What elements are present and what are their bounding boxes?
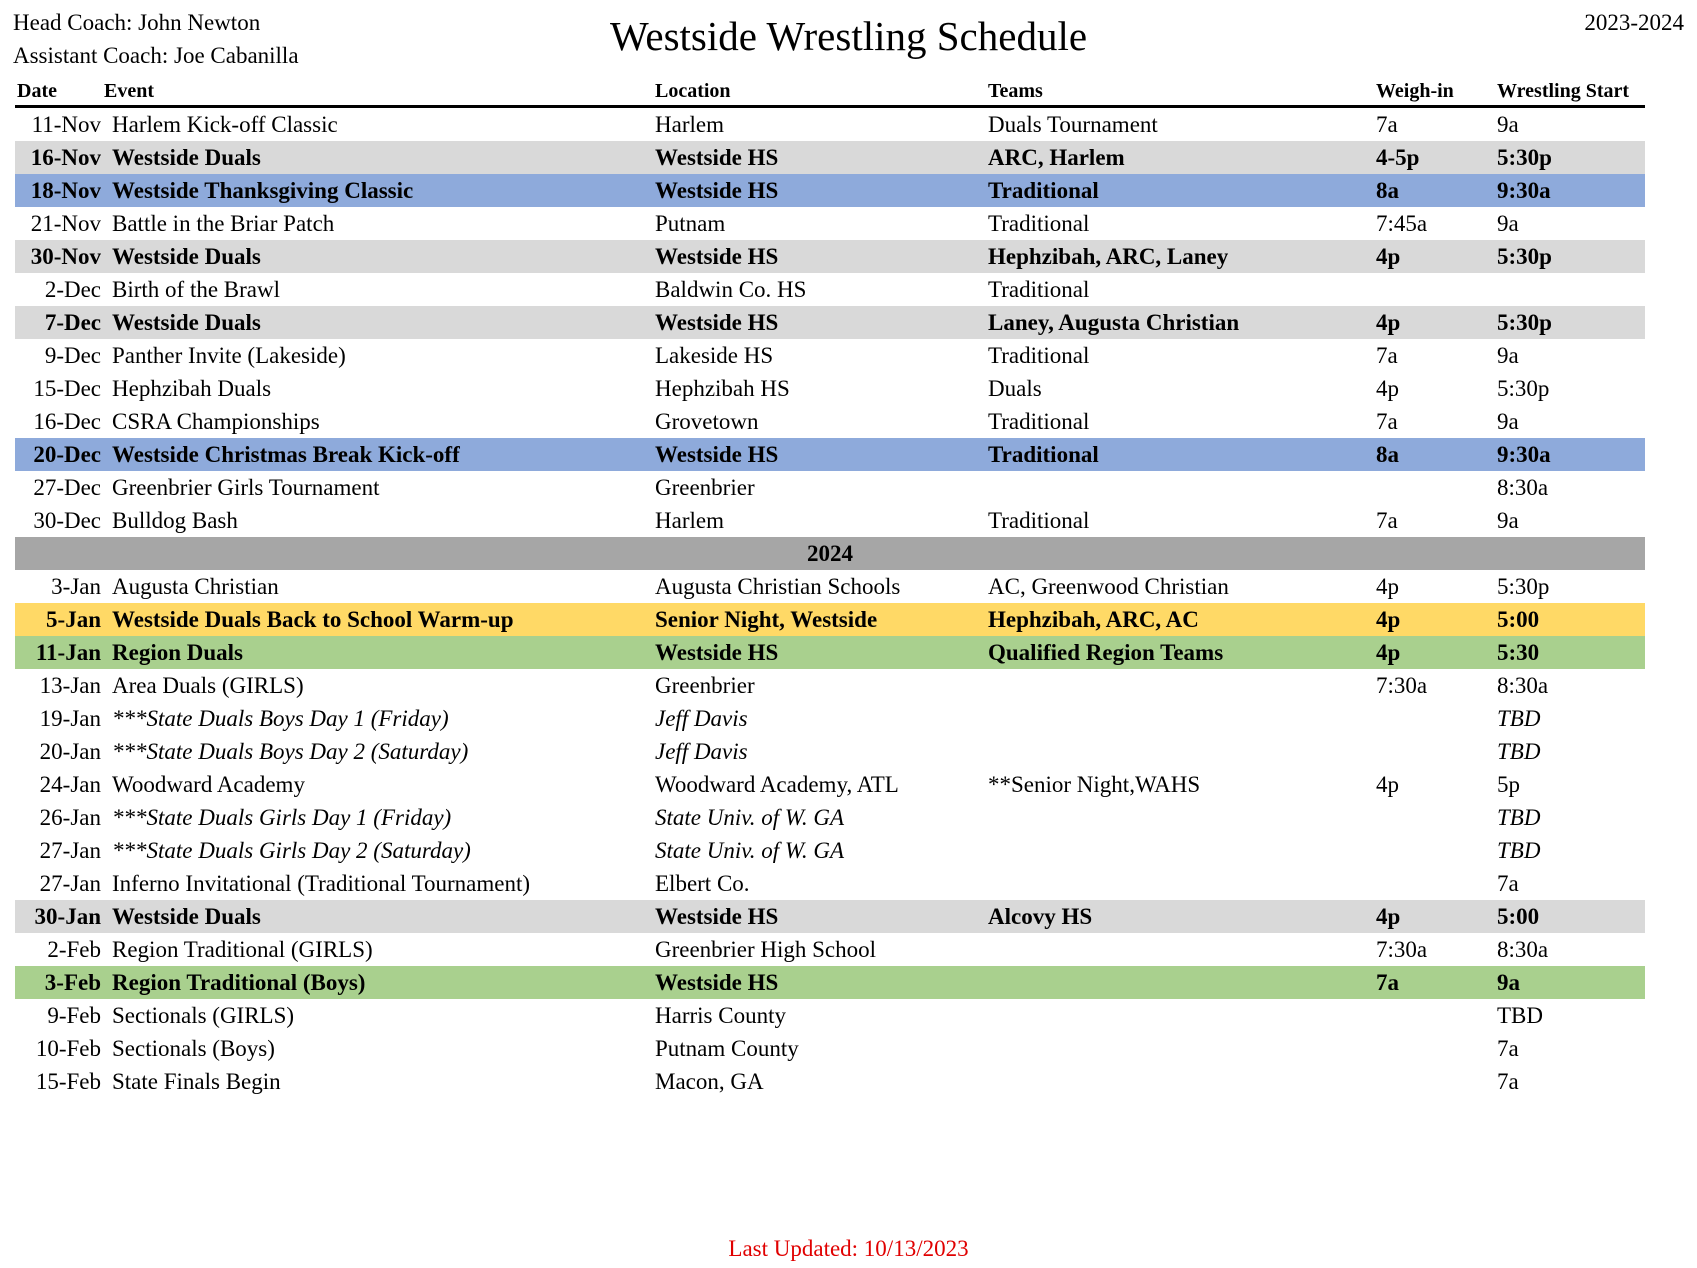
cell-event: Westside Thanksgiving Classic	[112, 178, 414, 203]
cell-start: 5:00	[1497, 904, 1540, 929]
cell-weigh-in: 8a	[1376, 442, 1399, 467]
cell-date: 10-Feb	[35, 1036, 101, 1061]
table-row	[15, 471, 1645, 504]
cell-start: TBD	[1497, 1003, 1543, 1028]
cell-weigh-in: 7:45a	[1376, 211, 1428, 236]
cell-start: 9a	[1497, 211, 1519, 236]
table-row	[15, 867, 1645, 900]
cell-location: Lakeside HS	[655, 343, 774, 368]
cell-event: ***State Duals Boys Day 2 (Saturday)	[112, 739, 469, 764]
cell-start: 9a	[1497, 112, 1519, 137]
cell-date: 9-Dec	[44, 343, 101, 368]
cell-date: 3-Jan	[51, 574, 101, 599]
schedule-table	[15, 76, 1645, 1098]
cell-start: 7a	[1497, 1069, 1519, 1094]
cell-date: 19-Jan	[39, 706, 101, 731]
table-row	[15, 1032, 1645, 1065]
cell-event: Hephzibah Duals	[112, 376, 272, 401]
cell-start: TBD	[1497, 739, 1541, 764]
cell-location: Westside HS	[655, 178, 779, 203]
cell-location: Jeff Davis	[655, 739, 748, 764]
head-coach: Head Coach: John Newton	[13, 10, 261, 35]
cell-date: 30-Nov	[30, 244, 101, 269]
cell-weigh-in: 4p	[1376, 574, 1399, 599]
cell-weigh-in: 4p	[1376, 607, 1401, 632]
cell-event: Greenbrier Girls Tournament	[112, 475, 380, 500]
cell-start: TBD	[1497, 805, 1541, 830]
cell-location: Westside HS	[655, 244, 779, 269]
cell-event: Sectionals (GIRLS)	[112, 1003, 295, 1028]
cell-location: Westside HS	[655, 904, 779, 929]
cell-event: Bulldog Bash	[112, 508, 238, 533]
header-start: Wrestling Start	[1497, 80, 1630, 102]
cell-weigh-in: 7:30a	[1376, 673, 1428, 698]
cell-start: 9a	[1497, 970, 1520, 995]
cell-event: Birth of the Brawl	[112, 277, 280, 302]
cell-start: 5:00	[1497, 607, 1540, 632]
cell-teams: Laney, Augusta Christian	[988, 310, 1240, 335]
cell-start: 5p	[1497, 772, 1520, 797]
cell-event: Westside Duals Back to School Warm-up	[112, 607, 514, 632]
cell-event: Harlem Kick-off Classic	[112, 112, 338, 137]
cell-start: 5:30p	[1497, 376, 1550, 401]
cell-date: 27-Jan	[39, 838, 101, 863]
cell-weigh-in: 7a	[1376, 112, 1398, 137]
cell-weigh-in: 4p	[1376, 244, 1401, 269]
table-row	[15, 273, 1645, 306]
cell-event: Westside Duals	[112, 145, 261, 170]
cell-location: Westside HS	[655, 970, 779, 995]
cell-date: 30-Jan	[34, 904, 101, 929]
cell-location: Harris County	[655, 1003, 786, 1028]
table-row	[15, 1065, 1645, 1098]
table-row	[15, 999, 1645, 1032]
cell-event: Sectionals (Boys)	[112, 1036, 275, 1061]
cell-location: Greenbrier	[655, 673, 755, 698]
cell-teams: Traditional	[988, 178, 1099, 203]
cell-event: Westside Duals	[112, 310, 261, 335]
cell-location: Putnam	[655, 211, 726, 236]
cell-location: Elbert Co.	[655, 871, 750, 896]
table-row	[15, 702, 1645, 735]
cell-event: ***State Duals Boys Day 1 (Friday)	[112, 706, 449, 731]
cell-event: Region Duals	[112, 640, 243, 665]
cell-date: 15-Dec	[33, 376, 101, 401]
cell-date: 3-Feb	[44, 970, 101, 995]
table-row	[15, 966, 1645, 999]
cell-start: TBD	[1497, 838, 1541, 863]
cell-teams: Traditional	[988, 508, 1090, 533]
table-row	[15, 504, 1645, 537]
cell-location: Augusta Christian Schools	[655, 574, 901, 599]
table-row	[15, 570, 1645, 603]
cell-start: 7a	[1497, 871, 1519, 896]
cell-teams: Alcovy HS	[988, 904, 1093, 929]
cell-start: 8:30a	[1497, 937, 1549, 962]
cell-teams: Hephzibah, ARC, AC	[988, 607, 1199, 632]
cell-location: Harlem	[655, 508, 724, 533]
cell-event: CSRA Championships	[112, 409, 320, 434]
table-row	[15, 603, 1645, 636]
cell-weigh-in: 7:30a	[1376, 937, 1428, 962]
cell-date: 2-Dec	[44, 277, 101, 302]
cell-date: 30-Dec	[33, 508, 101, 533]
table-row	[15, 834, 1645, 867]
table-row	[15, 306, 1645, 339]
last-updated: Last Updated: 10/13/2023	[728, 1236, 969, 1261]
table-header	[15, 76, 1645, 108]
cell-location: Baldwin Co. HS	[655, 277, 807, 302]
cell-weigh-in: 7a	[1376, 508, 1398, 533]
page-title: Westside Wrestling Schedule	[609, 13, 1088, 59]
table-row	[15, 636, 1645, 669]
cell-location: Woodward Academy, ATL	[655, 772, 899, 797]
cell-weigh-in: 8a	[1376, 178, 1399, 203]
cell-date: 26-Jan	[39, 805, 101, 830]
cell-date: 21-Nov	[30, 211, 101, 236]
rows-2023	[15, 108, 1645, 537]
table-row	[15, 735, 1645, 768]
cell-teams: Traditional	[988, 211, 1090, 236]
cell-date: 9-Feb	[47, 1003, 101, 1028]
cell-start: 5:30p	[1497, 310, 1552, 335]
cell-start: 5:30p	[1497, 574, 1550, 599]
header-date: Date	[17, 80, 57, 102]
cell-location: Greenbrier	[655, 475, 755, 500]
rows-2024	[15, 570, 1645, 1098]
cell-teams: Traditional	[988, 409, 1090, 434]
cell-teams: Duals	[988, 376, 1042, 401]
cell-event: Westside Christmas Break Kick-off	[112, 442, 460, 467]
cell-event: ***State Duals Girls Day 2 (Saturday)	[112, 838, 471, 863]
header-location: Location	[655, 80, 731, 102]
cell-event: Augusta Christian	[112, 574, 279, 599]
cell-teams: Hephzibah, ARC, Laney	[988, 244, 1229, 269]
table-row	[15, 207, 1645, 240]
cell-location: Westside HS	[655, 640, 779, 665]
header-weigh-in: Weigh-in	[1376, 80, 1454, 102]
cell-location: Westside HS	[655, 442, 779, 467]
cell-location: Macon, GA	[655, 1069, 764, 1094]
cell-location: State Univ. of W. GA	[655, 805, 845, 830]
cell-location: Westside HS	[655, 145, 779, 170]
cell-location: State Univ. of W. GA	[655, 838, 845, 863]
cell-start: 8:30a	[1497, 673, 1549, 698]
cell-teams: Traditional	[988, 277, 1090, 302]
cell-start: 8:30a	[1497, 475, 1549, 500]
cell-event: Panther Invite (Lakeside)	[112, 343, 346, 368]
cell-event: Battle in the Briar Patch	[112, 211, 335, 236]
cell-event: Region Traditional (Boys)	[112, 970, 366, 995]
cell-weigh-in: 7a	[1376, 343, 1398, 368]
cell-date: 20-Dec	[33, 442, 101, 467]
cell-teams: Duals Tournament	[988, 112, 1158, 137]
year-divider: 2024	[15, 537, 1645, 570]
cell-weigh-in: 4-5p	[1376, 145, 1420, 170]
cell-date: 18-Nov	[30, 178, 101, 203]
table-row	[15, 339, 1645, 372]
cell-date: 15-Feb	[35, 1069, 101, 1094]
cell-weigh-in: 4p	[1376, 310, 1401, 335]
cell-event: Westside Duals	[112, 244, 261, 269]
cell-date: 16-Nov	[30, 145, 101, 170]
cell-location: Greenbrier High School	[655, 937, 876, 962]
table-row	[15, 405, 1645, 438]
cell-event: Area Duals (GIRLS)	[112, 673, 304, 698]
cell-weigh-in: 4p	[1376, 904, 1401, 929]
cell-location: Senior Night, Westside	[655, 607, 878, 632]
cell-teams: ARC, Harlem	[988, 145, 1125, 170]
cell-start: 9a	[1497, 409, 1519, 434]
cell-date: 11-Nov	[31, 112, 101, 137]
cell-location: Putnam County	[655, 1036, 799, 1061]
cell-event: Woodward Academy	[112, 772, 305, 797]
cell-weigh-in: 4p	[1376, 772, 1399, 797]
cell-start: 5:30p	[1497, 244, 1552, 269]
cell-weigh-in: 4p	[1376, 640, 1401, 665]
table-row	[15, 141, 1645, 174]
cell-teams: Traditional	[988, 343, 1090, 368]
cell-start: 9:30a	[1497, 178, 1551, 203]
cell-date: 2-Feb	[47, 937, 101, 962]
cell-date: 20-Jan	[39, 739, 101, 764]
header-event: Event	[104, 80, 154, 102]
cell-event: Region Traditional (GIRLS)	[112, 937, 373, 962]
table-row	[15, 933, 1645, 966]
cell-start: 5:30	[1497, 640, 1540, 665]
cell-start: TBD	[1497, 706, 1541, 731]
table-row	[15, 372, 1645, 405]
cell-teams: Traditional	[988, 442, 1099, 467]
table-row	[15, 240, 1645, 273]
cell-date: 24-Jan	[39, 772, 101, 797]
cell-location: Harlem	[655, 112, 724, 137]
cell-weigh-in: 7a	[1376, 409, 1398, 434]
cell-start: 9a	[1497, 508, 1519, 533]
cell-event: ***State Duals Girls Day 1 (Friday)	[112, 805, 452, 830]
cell-event: Inferno Invitational (Traditional Tournament)	[112, 871, 531, 896]
cell-location: Jeff Davis	[655, 706, 748, 731]
cell-date: 13-Jan	[39, 673, 101, 698]
table-row	[15, 174, 1645, 207]
table-row	[15, 900, 1645, 933]
assistant-coach: Assistant Coach: Joe Cabanilla	[13, 43, 299, 68]
season-label: 2023-2024	[1584, 10, 1684, 35]
cell-weigh-in: 7a	[1376, 970, 1399, 995]
cell-date: 7-Dec	[44, 310, 101, 335]
cell-event: State Finals Begin	[112, 1069, 281, 1094]
cell-teams: **Senior Night,WAHS	[988, 772, 1201, 797]
cell-location: Westside HS	[655, 310, 779, 335]
cell-teams: Qualified Region Teams	[988, 640, 1224, 665]
cell-start: 7a	[1497, 1036, 1519, 1061]
cell-date: 16-Dec	[33, 409, 101, 434]
header-teams: Teams	[988, 80, 1043, 102]
cell-date: 27-Dec	[33, 475, 101, 500]
cell-start: 9:30a	[1497, 442, 1551, 467]
cell-start: 9a	[1497, 343, 1519, 368]
table-row	[15, 801, 1645, 834]
cell-start: 5:30p	[1497, 145, 1552, 170]
cell-date: 5-Jan	[46, 607, 101, 632]
cell-location: Hephzibah HS	[655, 376, 790, 401]
cell-weigh-in: 4p	[1376, 376, 1399, 401]
cell-date: 11-Jan	[35, 640, 101, 665]
table-row	[15, 438, 1645, 471]
cell-teams: AC, Greenwood Christian	[988, 574, 1229, 599]
table-row	[15, 108, 1645, 141]
cell-date: 27-Jan	[39, 871, 101, 896]
cell-event: Westside Duals	[112, 904, 261, 929]
table-row	[15, 669, 1645, 702]
cell-location: Grovetown	[655, 409, 759, 434]
table-row	[15, 768, 1645, 801]
